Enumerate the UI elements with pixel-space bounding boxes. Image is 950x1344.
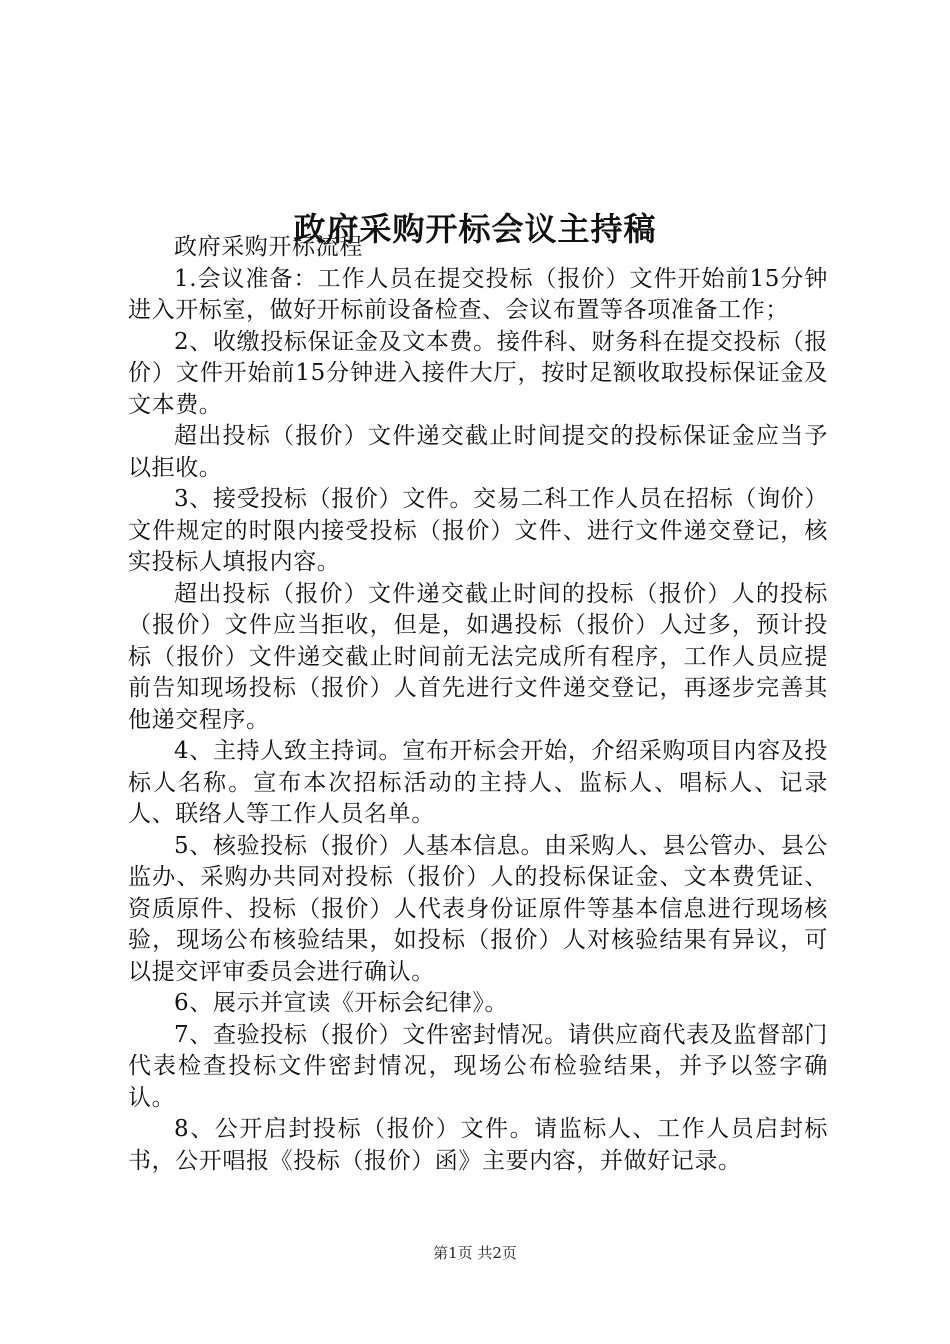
paragraph: 4、主持人致主持词。宣布开标会开始，介绍采购项目内容及投标人名称。宣布本次招标活动的主持人、监标人、唱标人、记录人、联络人等工作人员名单。: [128, 738, 828, 827]
document-title: 政府采购开标会议主持稿: [293, 210, 657, 249]
paragraph: 5、核验投标（报价）人基本信息。由采购人、县公管办、县公监办、采购办共同对投标（报价）人的投标保证金、文本费凭证、资质原件、投标（报价）人代表身份证原件等基本信息进行现场核验，现场公布核验结果，如投标（报价）人对核验结果有异议，可以提交评审委员会进行确认。: [128, 832, 828, 985]
page-number-footer: 第1页 共2页: [433, 1244, 517, 1262]
paragraph: 超出投标（报价）文件递交截止时间提交的投标保证金应当予以拒收。: [128, 423, 828, 481]
paragraph: 8、公开启封投标（报价）文件。请监标人、工作人员启封标书，公开唱报《投标（报价）函》主要内容，并做好记录。: [128, 1116, 828, 1174]
paragraph: 2、收缴投标保证金及文本费。接件科、财务科在提交投标（报价）文件开始前15分钟进入接件大厅，按时足额收取投标保证金及文本费。: [128, 328, 828, 418]
paragraph-heading: 政府采购开标流程: [174, 234, 363, 260]
document-body: [128, 232, 828, 1177]
paragraph: 6、展示并宣读《开标会纪律》。: [174, 990, 509, 1016]
paragraph: 7、查验投标（报价）文件密封情况。请供应商代表及监督部门代表检查投标文件密封情况，现场公布检验结果，并予以签字确认。: [128, 1021, 828, 1111]
paragraph: 超出投标（报价）文件递交截止时间的投标（报价）人的投标（报价）文件应当拒收，但是，如遇投标（报价）人过多，预计投标（报价）文件递交截止时间前无法完成所有程序，工作人员应提前告知现场投标（报价）人首先进行文件递交登记，再逐步完善其他递交程序。: [128, 580, 828, 733]
paragraph: 1.会议准备：工作人员在提交投标（报价）文件开始前15分钟进入开标室，做好开标前设备检查、会议布置等各项准备工作；: [128, 265, 828, 323]
paragraph: 3、接受投标（报价）文件。交易二科工作人员在招标（询价）文件规定的时限内接受投标（报价）文件、进行文件递交登记，核实投标人填报内容。: [128, 486, 828, 575]
